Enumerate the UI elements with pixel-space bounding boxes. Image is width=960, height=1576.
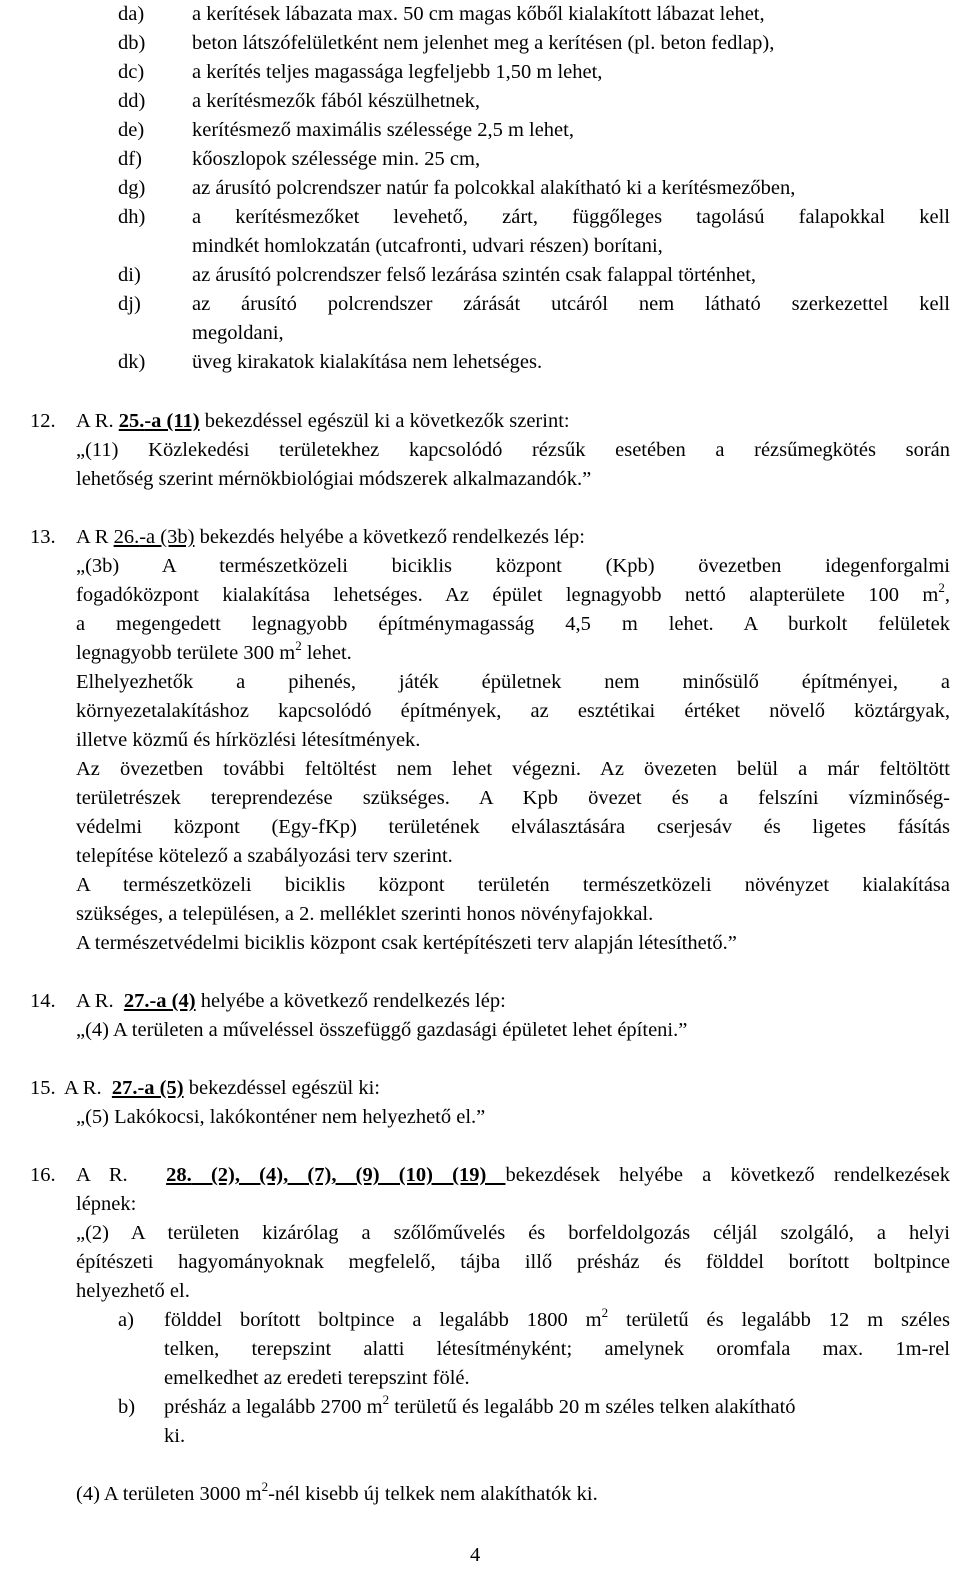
section-heading: A R. 27.-a (5) bekezdéssel egészül ki: (64, 1077, 380, 1099)
body-line: területrészek tereprendezése szükséges. A Kpb övezet és a felszíni vízminőség- (76, 787, 950, 809)
quote-line: építészeti hagyományoknak megfelelő, tájba illő présház és földdel borított boltpince (76, 1251, 950, 1273)
section-number: 15. (30, 1077, 56, 1099)
list-item-label: de) (118, 119, 145, 141)
list-item-text: üveg kirakatok kialakítása nem lehetséges. (192, 351, 543, 373)
list-item-label: dg) (118, 177, 146, 199)
list-item-text: a kerítésmezők fából készülhetnek, (192, 90, 481, 112)
list-item-text: az árusító polcrendszer zárását utcáról nem látható szerkezettel kell (192, 293, 950, 315)
body-line: „(3b) A természetközeli biciklis központ (Kpb) övezetben idegenforgalmi (76, 555, 950, 577)
list-item-text: az árusító polcrendszer felső lezárása szintén csak falappal történhet, (192, 264, 757, 286)
body-line: telepítése kötelező a szabályozási terv szerint. (76, 845, 453, 867)
quote-line: „(11) Közlekedési területekhez kapcsolódó rézsűk esetében a rézsűmegkötés során (76, 439, 950, 461)
body-line: A természetközeli biciklis központ területén természetközeli növényzet kialakítása (76, 874, 950, 896)
quote-line: lehetőség szerint mérnökbiológiai módszerek alkalmazandók.” (76, 468, 592, 490)
body-line: fogadóközpont kialakítása lehetséges. Az épület legnagyobb nettó alapterülete 100 $m^2$, (76, 580, 950, 606)
section-heading: A R. 28. (2), (4), (7), (9) (10) (19) bekezdések helyébe a következő rendelkezések (76, 1164, 950, 1186)
list-item-text: ki. (164, 1425, 186, 1447)
list-item-text: kerítésmező maximális szélessége 2,5 m lehet, (192, 119, 574, 141)
list-item-label: a) (118, 1309, 134, 1331)
list-item-text: mindkét homlokzatán (utcafronti, udvari részen) borítani, (192, 235, 663, 257)
list-item-text: présház a legalább 2700 $m^2$ területű és legalább 20 m széles telken alakítható (164, 1392, 796, 1418)
page-number: 4 (470, 1544, 481, 1566)
list-item-label: da) (118, 3, 145, 25)
section-heading: A R. 25.-a (11) bekezdéssel egészül ki a következők szerint: (76, 410, 570, 432)
section-number: 16. (30, 1164, 56, 1186)
section-number: 14. (30, 990, 56, 1012)
section-heading: A R 26.-a (3b) bekezdés helyébe a következő rendelkezés lép: (76, 526, 585, 548)
list-item-label: db) (118, 32, 146, 54)
section-number: 12. (30, 410, 56, 432)
body-line: lépnek: (76, 1193, 137, 1215)
list-item-label: df) (118, 148, 142, 170)
list-item-text: beton látszófelületként nem jelenhet meg a kerítésen (pl. beton fedlap), (192, 32, 775, 54)
list-item-text: a kerítésmezőket levehető, zárt, függőleges tagolású falapokkal kell (192, 206, 950, 228)
quote-line: „(4) A területen a műveléssel összefüggő gazdasági épületet lehet építeni.” (76, 1019, 688, 1041)
list-item-text: a kerítés teljes magassága legfeljebb 1,50 m lehet, (192, 61, 603, 83)
body-line: A természetvédelmi biciklis központ csak kertépítészeti terv alapján létesíthető.” (76, 932, 737, 954)
body-line: legnagyobb területe 300 $m^2$ lehet. (76, 638, 352, 664)
list-item-text: kőoszlopok szélessége min. 25 cm, (192, 148, 481, 170)
body-line: védelmi központ (Egy-fKp) területének elválasztására cserjesáv és ligetes fásítás (76, 816, 950, 838)
list-item-label: b) (118, 1396, 136, 1418)
body-line: környezetalakításhoz kapcsolódó építmények, az esztétikai értéket növelő köztárgyak, (76, 700, 950, 722)
list-item-text: földdel borított boltpince a legalább 1800 $m^2$ területű és legalább 12 m széles (164, 1305, 950, 1331)
body-line: (4) A területen 3000 $m^2$-nél kisebb új telkek nem alakíthatók ki. (76, 1479, 598, 1505)
list-item-text: megoldani, (192, 322, 284, 344)
body-line: Az övezetben további feltöltést nem lehet végezni. Az övezeten belül a már feltöltött (76, 758, 950, 780)
list-item-label: dj) (118, 293, 141, 315)
list-item-text: emelkedhet az eredeti terepszint fölé. (164, 1367, 470, 1389)
section-number: 13. (30, 526, 56, 548)
body-line: a megengedett legnagyobb építménymagasság 4,5 m lehet. A burkolt felületek (76, 613, 950, 635)
list-item-label: dd) (118, 90, 146, 112)
list-item-text: az árusító polcrendszer natúr fa polcokkal alakítható ki a kerítésmezőben, (192, 177, 796, 199)
body-line: szükséges, a településen, a 2. melléklet szerinti honos növényfajokkal. (76, 903, 654, 925)
list-item-text: a kerítések lábazata max. 50 cm magas kőből kialakított lábazat lehet, (192, 3, 765, 25)
list-item-label: dc) (118, 61, 145, 83)
section-heading: A R. 27.-a (4) helyébe a következő rendelkezés lép: (76, 990, 506, 1012)
body-line: illetve közmű és hírközlési létesítmények. (76, 729, 421, 751)
list-item-text: telken, terepszint alatti létesítményként; amelynek oromfala max. 1m-rel (164, 1338, 950, 1360)
quote-line: helyezhető el. (76, 1280, 190, 1302)
list-item-label: dh) (118, 206, 146, 228)
quote-line: „(2) A területen kizárólag a szőlőművelés és borfeldolgozás céljál szolgáló, a helyi (76, 1222, 950, 1244)
list-item-label: di) (118, 264, 141, 286)
quote-line: „(5) Lakókocsi, lakókonténer nem helyezhető el.” (76, 1106, 486, 1128)
body-line: Elhelyezhetők a pihenés, játék épületnek nem minősülő építményei, a (76, 671, 950, 693)
list-item-label: dk) (118, 351, 146, 373)
